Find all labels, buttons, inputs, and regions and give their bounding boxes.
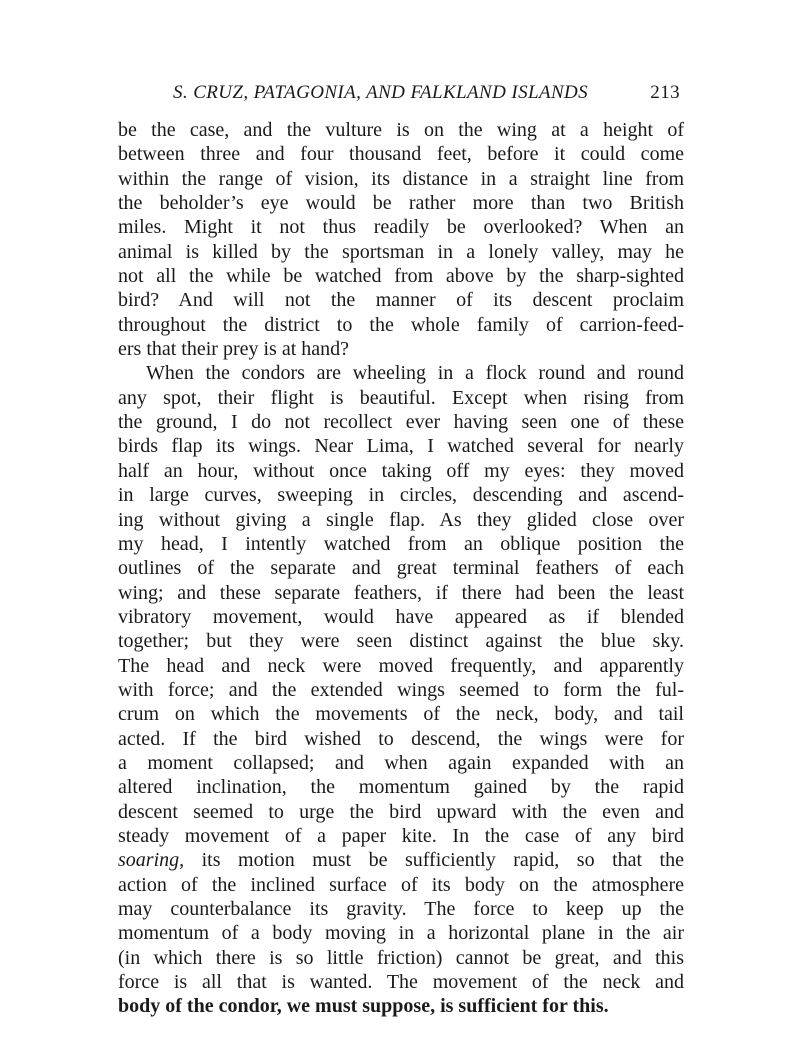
text-line: outlines of the separate and great terminal feathers of each <box>118 557 684 580</box>
text-line: steady movement of a paper kite. In the case of any bird <box>118 824 684 847</box>
italic-word: soaring <box>118 849 180 872</box>
text-line: The head and neck were moved frequently, and apparently <box>118 654 684 677</box>
text-line: within the range of vision, its distance in a straight line from <box>118 167 684 190</box>
text-line: with force; and the extended wings seemed to form the ful- <box>118 678 684 701</box>
text-line: action of the inclined surface of its body on the atmosphere <box>118 873 684 896</box>
text-line: altered inclination, the momentum gained by the rapid <box>118 776 684 799</box>
text-line: crum on which the movements of the neck, body, and tail <box>118 703 684 726</box>
text-line: throughout the district to the whole family of carrion-feed- <box>118 313 684 336</box>
text-line: not all the while be watched from above by the sharp-sighted <box>118 265 684 288</box>
text-line: between three and four thousand feet, before it could come <box>118 143 684 166</box>
body-text <box>118 118 684 1019</box>
text-line: birds flap its wings. Near Lima, I watched several for nearly <box>118 435 684 458</box>
text-line: vibratory movement, would have appeared as if blended <box>118 605 684 628</box>
text-line: descent seemed to urge the bird upward with the even and <box>118 800 684 823</box>
text-line: ing without giving a single flap. As they glided close over <box>118 508 684 531</box>
text-line: animal is killed by the sportsman in a lonely valley, may he <box>118 240 684 263</box>
text-line: force is all that is wanted. The movement of the neck and <box>118 971 684 994</box>
text-line: half an hour, without once taking off my eyes: they moved <box>118 459 684 482</box>
text-line: any spot, their flight is beautiful. Except when rising from <box>118 386 684 409</box>
text-line: momentum of a body moving in a horizontal plane in the air <box>118 922 684 945</box>
text-line: in large curves, sweeping in circles, descending and ascend- <box>118 484 684 507</box>
text-line: together; but they were seen distinct against the blue sky. <box>118 630 684 653</box>
text-segment: , its motion must be sufficiently rapid, so that the <box>179 849 684 872</box>
text-line: the ground, I do not recollect ever having seen one of these <box>118 411 684 434</box>
text-line: the beholder’s eye would be rather more than two British <box>118 192 684 215</box>
running-title: S. CRUZ, PATAGONIA, AND FALKLAND ISLANDS <box>173 82 589 103</box>
text-line: miles. Might it not thus readily be overlooked? When an <box>118 216 684 239</box>
text-line: may counterbalance its gravity. The force to keep up the <box>118 898 684 920</box>
paragraph-last-line: ers that their prey is at hand? <box>118 338 350 361</box>
text-line: a moment collapsed; and when again expanded with an <box>118 751 684 774</box>
text-line: my head, I intently watched from an oblique position the <box>118 532 684 555</box>
text-line: be the case, and the vulture is on the wing at a height of <box>118 119 684 141</box>
paragraph-last-line: body of the condor, we must suppose, is sufficient for this. <box>118 995 609 1018</box>
text-line: acted. If the bird wished to descend, the wings were for <box>118 727 684 750</box>
paragraph-first-line: When the condors are wheeling in a flock round and round <box>146 362 684 385</box>
text-line-with-italic <box>118 848 684 872</box>
text-line: (in which there is so little friction) cannot be great, and this <box>118 946 684 969</box>
text-line: wing; and these separate feathers, if there had been the least <box>118 581 684 604</box>
running-header <box>118 82 682 110</box>
text-line: bird? And will not the manner of its descent proclaim <box>118 289 684 312</box>
page-number: 213 <box>650 82 680 103</box>
